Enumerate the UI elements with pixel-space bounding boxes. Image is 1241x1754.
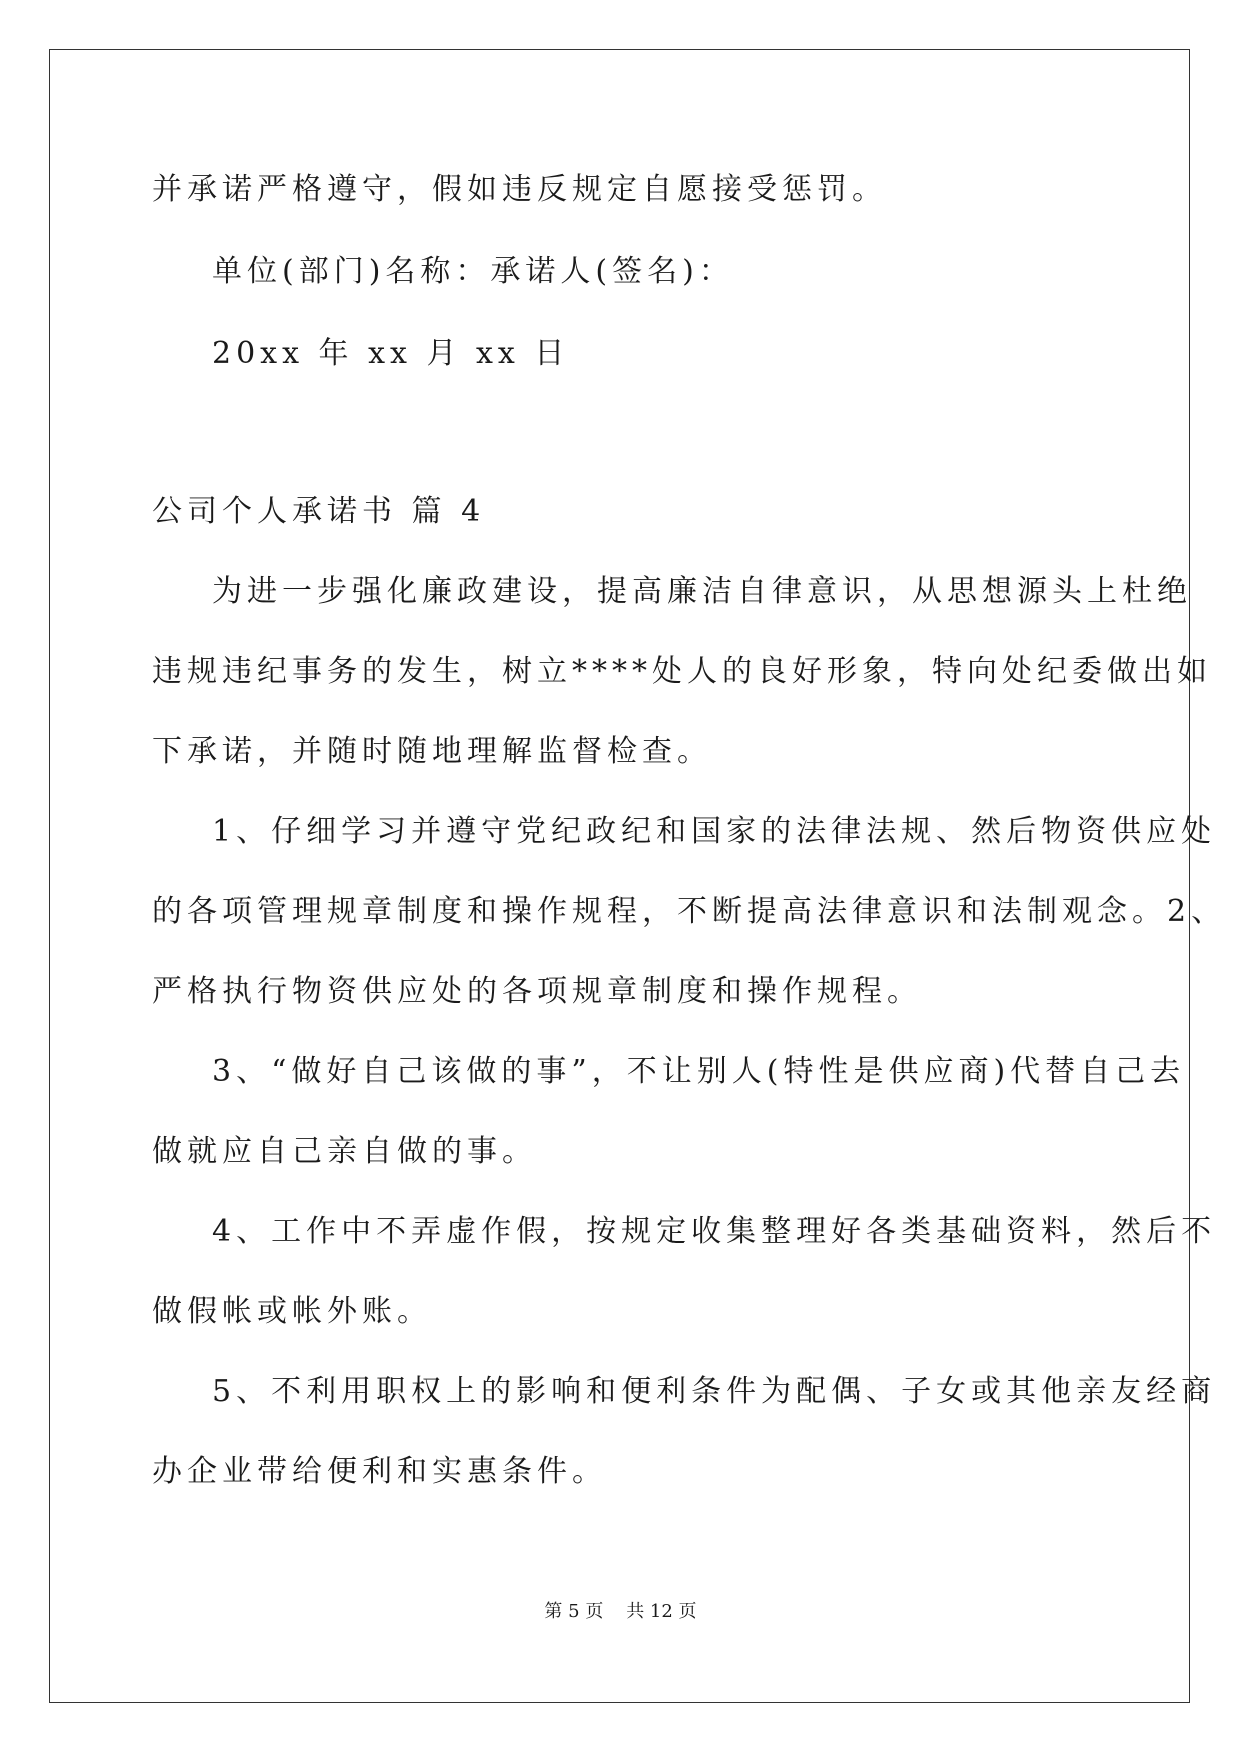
text-line-11: 3、“做好自己该做的事”，不让别人(特性是供应商)代替自己去 [212, 1054, 1186, 1089]
text-line-14: 做假帐或帐外账。 [152, 1294, 432, 1329]
page-footer: 第 5 页 共 12 页 [544, 1601, 697, 1622]
text-line-2: 单位(部门)名称：承诺人(签名)： [212, 254, 734, 289]
text-line-15: 5、不利用职权上的影响和便利条件为配偶、子女或其他亲友经商 [212, 1374, 1217, 1409]
text-line-3: 20xx 年 xx 月 xx 日 [212, 336, 570, 371]
text-line-12: 做就应自己亲自做的事。 [152, 1134, 537, 1169]
section-heading: 公司个人承诺书 篇 4 [152, 494, 486, 529]
text-line-13: 4、工作中不弄虚作假，按规定收集整理好各类基础资料，然后不 [212, 1214, 1217, 1249]
text-line-8: 1、仔细学习并遵守党纪政纪和国家的法律法规、然后物资供应处 [212, 814, 1217, 849]
text-line-16: 办企业带给便利和实惠条件。 [152, 1454, 607, 1489]
text-line-9: 的各项管理规章制度和操作规程，不断提高法律意识和法制观念。2、 [152, 894, 1227, 929]
text-line-10: 严格执行物资供应处的各项规章制度和操作规程。 [152, 974, 922, 1009]
text-line-6: 违规违纪事务的发生，树立****处人的良好形象，特向处纪委做出如 [152, 654, 1212, 689]
text-line-5: 为进一步强化廉政建设，提高廉洁自律意识，从思想源头上杜绝 [212, 574, 1192, 609]
text-line-7: 下承诺，并随时随地理解监督检查。 [152, 734, 712, 769]
text-line-1: 并承诺严格遵守，假如违反规定自愿接受惩罚。 [152, 172, 887, 207]
